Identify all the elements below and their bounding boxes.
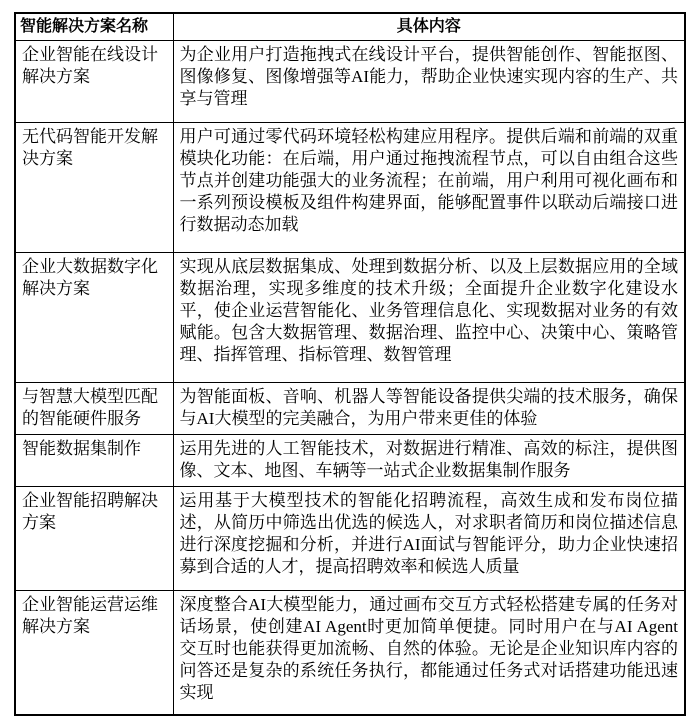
solution-name-cell: 无代码智能开发解决方案 [15, 123, 173, 253]
solution-name-cell: 企业智能招聘解决方案 [15, 487, 173, 591]
solution-content-cell: 运用先进的人工智能技术，对数据进行精准、高效的标注，提供图像、文本、地图、车辆等一站式企业数据集制作服务 [173, 435, 685, 487]
solution-content-cell: 运用基于大模型技术的智能化招聘流程，高效生成和发布岗位描述，从简历中筛选出优选的候选人，对求职者简历和岗位描述信息进行深度挖掘和分析，并进行AI面试与智能评分，助力企业快速招募到合适的人才，提高招聘效率和候选人质量 [173, 487, 685, 591]
header-content: 具体内容 [173, 13, 685, 41]
table-header-row [15, 13, 685, 41]
table-row [15, 435, 685, 487]
solution-content-cell: 用户可通过零代码环境轻松构建应用程序。提供后端和前端的双重模块化功能：在后端，用户通过拖拽流程节点，可以自由组合这些节点并创建功能强大的业务流程；在前端，用户利用可视化画布和一系列预设模板及组件构建界面，能够配置事件以联动后端接口进行数据动态加载 [173, 123, 685, 253]
solution-name-cell: 智能数据集制作 [15, 435, 173, 487]
solution-name-cell: 企业大数据数字化解决方案 [15, 253, 173, 383]
solution-content-cell: 深度整合AI大模型能力，通过画布交互方式轻松搭建专属的任务对话场景，使创建AI Agent时更加简单便捷。同时用户在与AI Agent交互时也能获得更加流畅、自然的体验。无论是企业知识库内容的问答还是复杂的系统任务执行，都能通过任务式对话搭建功能迅速实现 [173, 591, 685, 715]
solution-content-cell: 为企业用户打造拖拽式在线设计平台，提供智能创作、智能抠图、图像修复、图像增强等AI能力，帮助企业快速实现内容的生产、共享与管理 [173, 41, 685, 123]
solutions-table [14, 12, 686, 716]
header-solution-name: 智能解决方案名称 [15, 13, 173, 41]
solution-name-cell: 企业智能在线设计解决方案 [15, 41, 173, 123]
table-row [15, 591, 685, 715]
table-row [15, 41, 685, 123]
table-row [15, 487, 685, 591]
solution-name-cell: 企业智能运营运维解决方案 [15, 591, 173, 715]
table-row [15, 383, 685, 435]
table-row [15, 123, 685, 253]
solution-name-cell: 与智慧大模型匹配的智能硬件服务 [15, 383, 173, 435]
solution-content-cell: 为智能面板、音响、机器人等智能设备提供尖端的技术服务，确保与AI大模型的完美融合，为用户带来更佳的体验 [173, 383, 685, 435]
solution-content-cell: 实现从底层数据集成、处理到数据分析、以及上层数据应用的全域数据治理，实现多维度的技术升级；全面提升企业数字化建设水平，使企业运营智能化、业务管理信息化、实现数据对业务的有效赋能。包含大数据管理、数据治理、监控中心、决策中心、策略管理、指挥管理、指标管理、数智管理 [173, 253, 685, 383]
table-row [15, 253, 685, 383]
